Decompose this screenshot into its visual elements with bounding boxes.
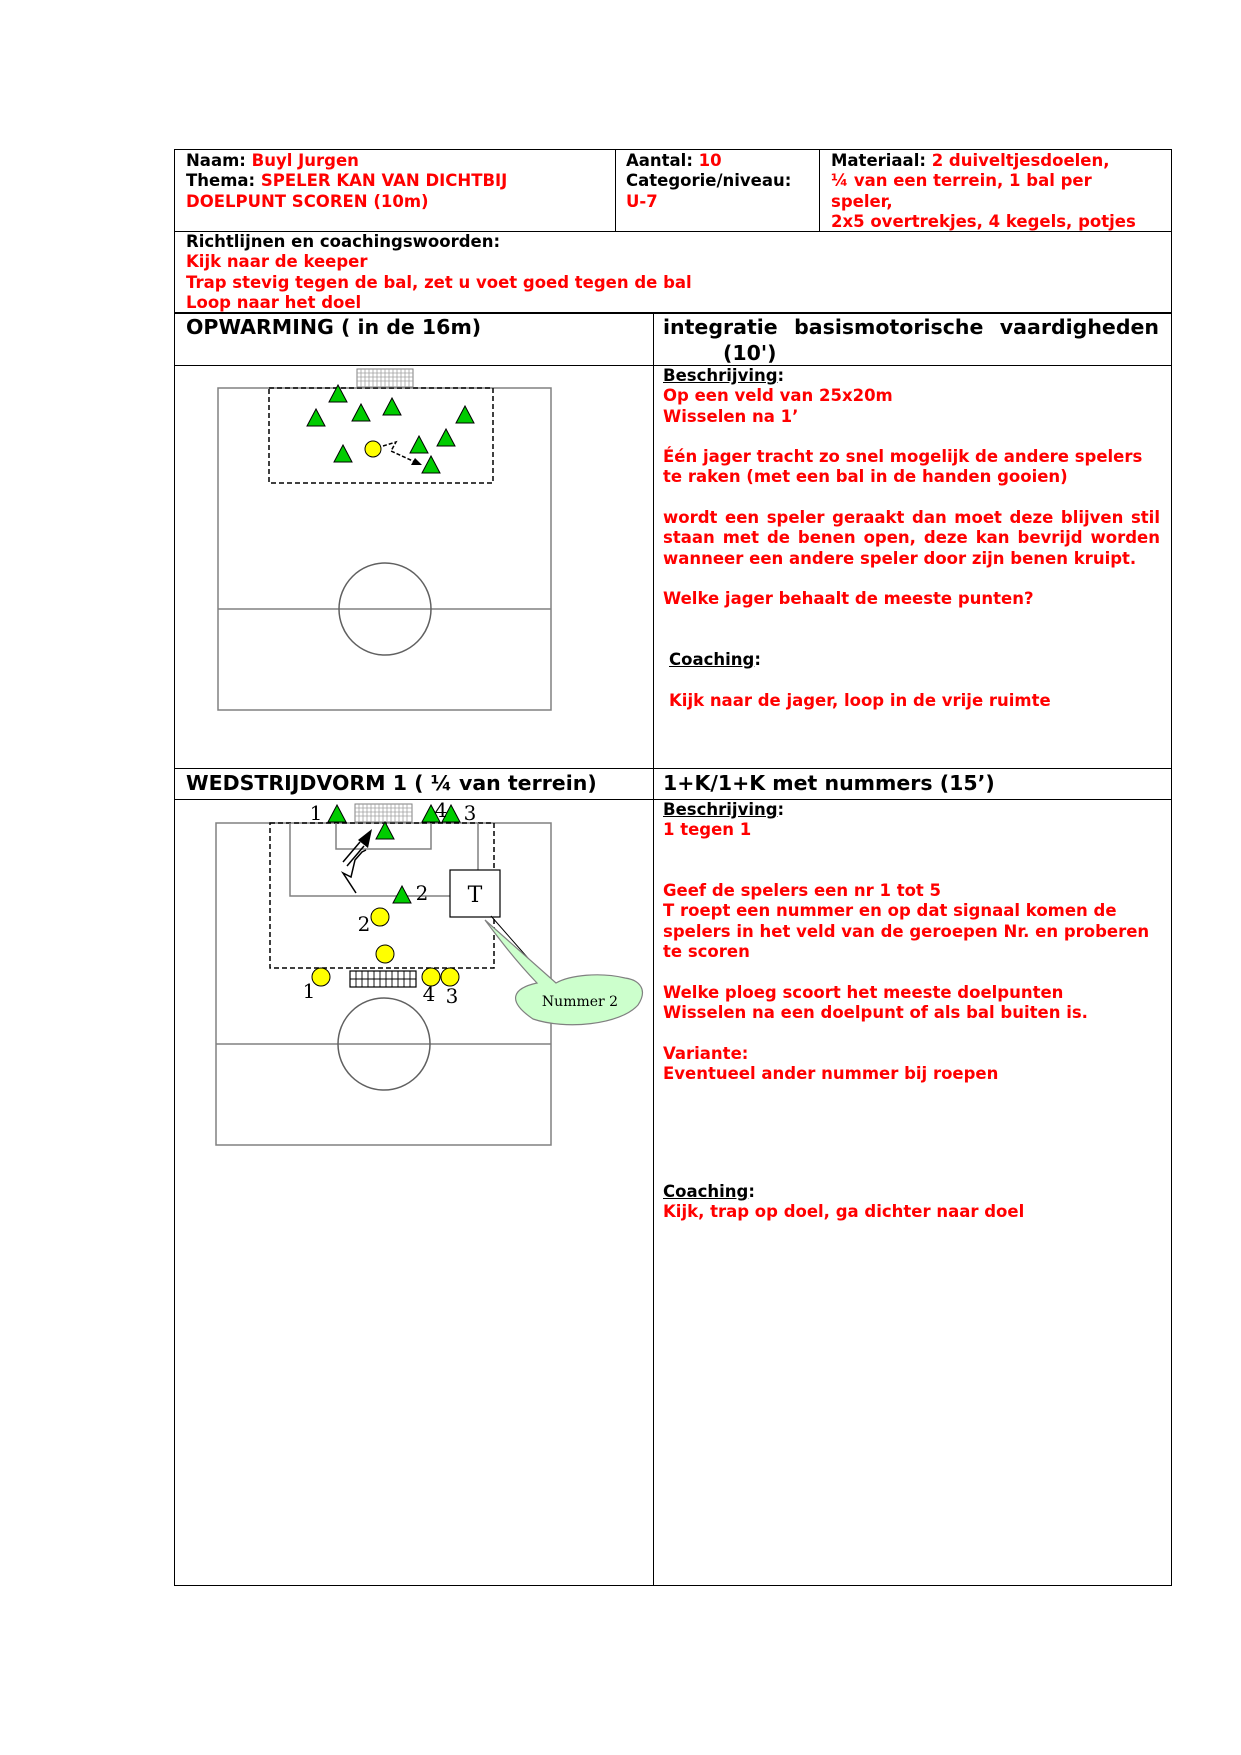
match-line: te scoren — [663, 942, 750, 962]
number-label: 3 — [445, 984, 459, 1008]
naam-value: Buyl Jurgen — [251, 151, 359, 170]
number-label: 2 — [357, 912, 371, 936]
header-count-cell — [626, 151, 816, 212]
player-triangle-icon — [307, 409, 325, 426]
beschrijving-label: Beschrijving — [663, 366, 778, 385]
materiaal-label: Materiaal: — [831, 151, 932, 170]
match-line: T roept een nummer en op dat signaal komen de — [663, 901, 1117, 921]
match-title: WEDSTRIJDVORM 1 ( ¼ van terrein) — [186, 771, 597, 795]
player-circle-icon — [376, 945, 394, 963]
materiaal-line-1: 2 duiveltjesdoelen, — [931, 151, 1110, 170]
match-line: Wisselen na een doelpunt of als bal buiten is. — [663, 1002, 1088, 1022]
number-label: 3 — [463, 801, 477, 825]
variante-text: Eventueel ander nummer bij roepen — [663, 1063, 999, 1083]
thema-value-2: DOELPUNT SCOREN (10m) — [186, 191, 429, 211]
guidelines-cell — [186, 232, 1156, 313]
warmup-subtitle — [663, 314, 1159, 366]
number-label: 2 — [415, 881, 429, 905]
shot-line — [343, 842, 360, 862]
player-triangle-icon — [352, 404, 370, 421]
match-subtitle: 1+K/1+K met nummers (15’) — [663, 771, 995, 795]
guideline-item: Kijk naar de keeper — [186, 252, 368, 272]
number-label: 4 — [434, 800, 448, 822]
categorie-value: U-7 — [626, 191, 658, 211]
player-circle-icon — [371, 908, 389, 926]
header-material-cell — [831, 151, 1166, 232]
coaching-label: Coaching — [669, 650, 755, 669]
naam-label: Naam: — [186, 151, 252, 170]
player-triangle-icon — [393, 886, 411, 903]
arrow-head-icon — [358, 829, 372, 848]
warmup-question: Welke jager behaalt de meeste punten? — [663, 589, 1034, 609]
warmup-subtitle-line-2: (10') — [723, 341, 777, 365]
match-line-1: 1 tegen 1 — [663, 820, 752, 840]
materiaal-line-2: ¼ van een terrein, 1 bal per — [831, 171, 1092, 191]
number-label: 4 — [422, 982, 436, 1006]
header-name-cell — [186, 151, 606, 212]
match-field-diagram — [200, 800, 650, 1150]
variante-label: Variante: — [663, 1043, 749, 1063]
match-line: spelers in het veld van de geroepen Nr. en proberen — [663, 921, 1150, 941]
beschrijving-label: Beschrijving — [663, 800, 778, 819]
trainer-label: T — [467, 883, 483, 908]
hunter-ball-icon — [365, 441, 381, 457]
materiaal-line-4: 2x5 overtrekjes, 4 kegels, potjes — [831, 211, 1136, 231]
aantal-label: Aantal: — [626, 151, 699, 170]
guideline-item: Loop naar het doel — [186, 292, 362, 312]
warmup-coaching-text: Kijk naar de jager, loop in de vrije ruimte — [669, 690, 1051, 710]
warmup-desc-line: Op een veld van 25x20m — [663, 386, 893, 406]
player-triangle-icon — [410, 436, 428, 453]
small-goal-icon — [350, 971, 416, 987]
player-triangle-icon — [328, 805, 346, 822]
categorie-label: Categorie/niveau: — [626, 171, 792, 191]
guidelines-title: Richtlijnen en coachingswoorden: — [186, 232, 501, 251]
player-triangle-icon — [456, 406, 474, 423]
number-label: 1 — [302, 979, 316, 1003]
thema-label: Thema: — [186, 171, 261, 191]
guideline-item: Trap stevig tegen de bal, zet u voet goed tegen de bal — [186, 272, 692, 292]
player-triangle-icon — [422, 456, 440, 473]
player-triangle-icon — [383, 398, 401, 415]
match-description: Beschrijving: 1 tegen 1 Geef de spelers een nr 1 tot 5 T roept een nummer en op dat signaal komen de spelers in het veld van de geroepen Nr. en proberen te scoren Welke ploeg scoort het meeste doelpunten Wisselen na een doelpunt of als bal buiten is. Variante: Eventueel ander nummer bij roepen — [663, 800, 1160, 1084]
player-triangle-icon — [334, 445, 352, 462]
number-label: 1 — [309, 801, 323, 825]
match-line: Welke ploeg scoort het meeste doelpunten — [663, 982, 1064, 1002]
field-boundary — [218, 388, 551, 710]
aantal-value: 10 — [698, 151, 722, 170]
warmup-paragraph-2: wordt een speler geraakt dan moet deze blijven stil staan met de benen open, deze kan bevrijd worden wanneer een andere speler door zijn benen kruipt. — [663, 508, 1160, 568]
sixteen-meter-zone — [269, 388, 493, 483]
materiaal-line-3: speler, — [831, 191, 893, 211]
warmup-coaching: Coaching: Kijk naar de jager, loop in de vrije ruimte — [669, 650, 1159, 711]
match-line: Geef de spelers een nr 1 tot 5 — [663, 881, 942, 901]
arrow-head-icon — [411, 458, 422, 465]
callout-text: Nummer 2 — [541, 994, 619, 1010]
warmup-field-diagram — [200, 365, 570, 720]
warmup-paragraph-1: Één jager tracht zo snel mogelijk de andere spelers te raken (met een bal in de handen gooien) — [663, 447, 1143, 487]
goal-net-icon — [355, 804, 412, 822]
player-triangle-icon — [437, 429, 455, 446]
warmup-desc-line: Wisselen na 1’ — [663, 406, 799, 426]
player-triangle-icon — [376, 822, 394, 839]
goal-net-icon — [357, 369, 413, 387]
match-coaching-text: Kijk, trap op doel, ga dichter naar doel — [663, 1202, 1025, 1222]
warmup-title: OPWARMING ( in de 16m) — [186, 315, 482, 339]
warmup-subtitle-line-1: integratie basismotorische vaardigheden — [663, 315, 1159, 339]
match-coaching: Coaching: Kijk, trap op doel, ga dichter naar doel — [663, 1182, 1160, 1223]
warmup-description: Beschrijving: Op een veld van 25x20m Wisselen na 1’ Één jager tracht zo snel mogelijk de andere spelers te raken (met een bal in de handen gooien) wordt een speler geraakt dan moet deze blijven stil staan met de benen open, deze kan bevrijd worden wanneer een andere speler door zijn benen kruipt. Welke jager behaalt de meeste punten? — [663, 366, 1160, 609]
coaching-label: Coaching — [663, 1182, 749, 1201]
thema-value-1: SPELER KAN VAN DICHTBIJ — [260, 171, 508, 191]
